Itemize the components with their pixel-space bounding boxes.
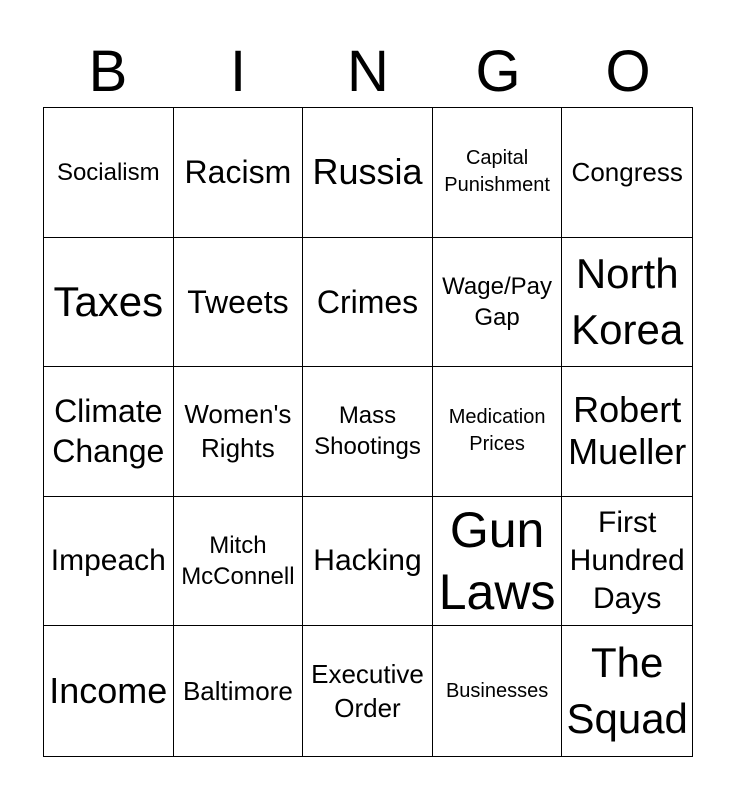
bingo-cell[interactable]	[433, 108, 563, 238]
bingo-cell-label: Hacking	[313, 544, 422, 578]
bingo-cell[interactable]	[174, 367, 304, 497]
bingo-cell-label: Socialism	[56, 158, 160, 186]
bingo-cell-label: Climate Change	[52, 393, 165, 470]
header-letter-n: N	[347, 39, 389, 104]
bingo-cell-label: Income	[49, 670, 168, 712]
bingo-cell-label: The Squad	[566, 639, 688, 743]
bingo-cell[interactable]	[562, 238, 692, 368]
bingo-cell[interactable]	[44, 108, 174, 238]
bingo-cell[interactable]	[562, 626, 692, 756]
header-letter-b: B	[88, 39, 128, 104]
bingo-header	[43, 38, 693, 106]
bingo-cell-label: First Hundred Days	[569, 506, 685, 616]
bingo-cell-label: Crimes	[316, 283, 419, 320]
bingo-cell[interactable]	[562, 108, 692, 238]
bingo-cell[interactable]	[303, 108, 433, 238]
bingo-cell-label: Baltimore	[182, 676, 293, 707]
bingo-cell-label: Racism	[184, 154, 292, 191]
bingo-cell-label: Medication Prices	[448, 406, 546, 456]
bingo-cell[interactable]	[174, 626, 304, 756]
bingo-cell[interactable]	[174, 108, 304, 238]
bingo-cell[interactable]	[562, 367, 692, 497]
bingo-cell[interactable]	[433, 367, 563, 497]
bingo-cell[interactable]	[303, 626, 433, 756]
bingo-cell[interactable]	[303, 367, 433, 497]
bingo-cell[interactable]	[562, 497, 692, 627]
bingo-cell-label: Taxes	[53, 277, 164, 325]
bingo-cell-label: Russia	[312, 151, 423, 193]
bingo-cell[interactable]	[303, 238, 433, 368]
bingo-cell[interactable]	[44, 238, 174, 368]
bingo-cell[interactable]	[174, 238, 304, 368]
bingo-cell-label: Businesses	[445, 679, 549, 702]
bingo-cell-label: Capital Punishment	[444, 147, 550, 197]
bingo-cell[interactable]	[303, 497, 433, 627]
bingo-cell-label: Congress	[571, 157, 683, 188]
bingo-cell[interactable]	[44, 626, 174, 756]
bingo-cell[interactable]	[44, 367, 174, 497]
bingo-cell-label: Gun Laws	[438, 502, 556, 621]
header-letter-o: O	[605, 39, 651, 104]
bingo-cell[interactable]	[174, 497, 304, 627]
bingo-cell-label: North Korea	[571, 249, 684, 353]
bingo-cell[interactable]	[433, 626, 563, 756]
bingo-cell-label: Women's Rights	[184, 399, 292, 464]
bingo-cell-label: Mitch McConnell	[181, 532, 295, 591]
bingo-cell-label: Robert Mueller	[568, 389, 687, 473]
bingo-cell-label: Mass Shootings	[314, 402, 421, 461]
bingo-cell-label: Tweets	[187, 283, 289, 320]
bingo-cell[interactable]	[433, 497, 563, 627]
header-letter-g: G	[475, 39, 521, 104]
bingo-cell-label: Impeach	[50, 544, 166, 578]
header-letter-i: I	[229, 39, 247, 104]
bingo-cell[interactable]	[44, 497, 174, 627]
bingo-card-grid	[43, 107, 693, 757]
bingo-cell[interactable]	[433, 238, 563, 368]
bingo-cell-label: Executive Order	[311, 659, 424, 724]
bingo-cell-label: Wage/Pay Gap	[442, 272, 552, 331]
